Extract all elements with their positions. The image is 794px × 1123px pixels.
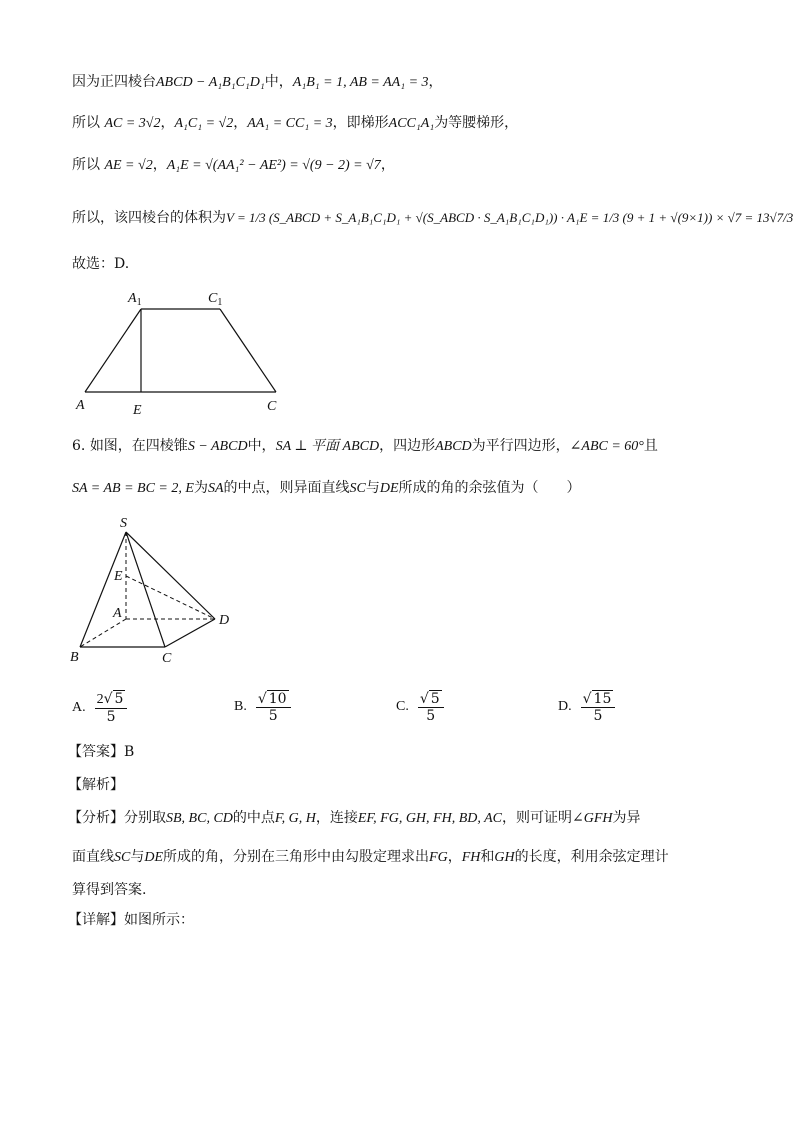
fenxi-line-3: 算得到答案. — [72, 882, 147, 898]
option-b[interactable] — [234, 690, 292, 724]
answer-tag: 【答案】 — [68, 744, 124, 760]
formula-quad: ABCD — [435, 439, 472, 454]
formula-de: DE — [379, 481, 399, 496]
edge-a-a1 — [85, 309, 141, 392]
answer-line — [68, 742, 134, 762]
option-label: A. — [72, 699, 86, 715]
text: 所以 — [72, 115, 100, 131]
text: ，则可证明 — [502, 810, 573, 826]
formula-ac: AC = 3√2 — [104, 116, 161, 131]
formula: SC — [114, 850, 131, 865]
edge-c1-c — [220, 309, 276, 392]
fenxi-line-2 — [72, 847, 669, 868]
edge-s-d — [126, 532, 215, 619]
option-d[interactable] — [558, 690, 616, 724]
text: ，连接 — [315, 810, 358, 826]
solution-line-5: 故选：D. — [72, 256, 130, 272]
text: ， — [428, 74, 443, 90]
solution-line-1 — [72, 72, 443, 93]
formula-pyramid: S − ABCD — [187, 439, 248, 454]
coef: 2 — [96, 692, 104, 707]
solution-line-4 — [72, 208, 793, 228]
formula: F, G, H — [274, 811, 316, 826]
question-6-line-2 — [72, 478, 581, 499]
formula-cond: SA = AB = BC = 2, E — [72, 481, 194, 496]
label-s: S — [120, 516, 127, 531]
text: 为异 — [612, 810, 641, 826]
formula-ae: AE = √2 — [104, 158, 153, 173]
solution-line-2: 所以 AC = 3√2，A₁C₁ = √2，AA₁ = CC₁ = 3，即梯形ACC₁A₁为等腰梯形， — [72, 115, 519, 131]
formula-angle: ∠ABC = 60° — [569, 439, 644, 454]
formula-trapezoid: ACC₁A₁ — [388, 116, 435, 131]
question-number: 6. — [72, 438, 86, 454]
answer-value: B — [124, 744, 135, 760]
radicand: 10 — [268, 691, 287, 707]
text: 所成的角的余弦值为（ ） — [398, 480, 581, 496]
text: 分别取 — [124, 810, 166, 826]
radicand: 5 — [114, 691, 124, 707]
text: 为平行四边形， — [471, 438, 570, 454]
label-a1: $A_1$ — [128, 291, 142, 308]
label-a: A — [76, 398, 85, 413]
text: 为等腰梯形， — [434, 115, 519, 131]
text: 与 — [130, 849, 145, 865]
label-c: C — [267, 399, 277, 414]
text: 因为正四棱台 — [72, 74, 156, 90]
formula-volume: V = 1/3 (S_ABCD + S_A₁B₁C₁D₁ + √(S_ABCD · S_A₁B₁C₁D₁)) · A₁E = 1/3 (9 + 1 + √(9×1)) × √7 = 13√7/3 — [226, 210, 794, 225]
radicand: 5 — [430, 691, 440, 707]
label-c: C — [162, 651, 172, 666]
formula-solid: ABCD − A₁B₁C₁D₁ — [156, 75, 265, 90]
label-c1: $C_1$ — [208, 291, 223, 308]
text: ，四边形 — [379, 438, 436, 454]
option-fraction: $\frac{√ 5}{5}$ — [418, 690, 444, 724]
edge-s-b — [80, 532, 126, 647]
text: 且 — [643, 438, 658, 454]
formula-aa1: AA₁ = CC₁ = 3 — [247, 116, 333, 131]
analysis-line — [68, 775, 124, 795]
label-e: E — [133, 403, 142, 418]
formula-a1c1: A₁C₁ = √2 — [174, 116, 234, 131]
label-b: B — [70, 650, 79, 665]
question-6-line-1 — [72, 436, 658, 457]
formula-a1e: A₁E = √(AA₁² − AE²) = √(9 − 2) = √7 — [166, 158, 381, 173]
edge-s-c — [126, 532, 165, 647]
solution-line-3: 所以 AE = √2，A₁E = √(AA₁² − AE²) = √(9 − 2) = √7， — [72, 157, 395, 173]
label-a: A — [113, 606, 122, 621]
text: ， — [447, 849, 462, 865]
text: 为 — [193, 480, 208, 496]
denominator: 5 — [106, 709, 116, 725]
text: 如图，在四棱锥 — [89, 438, 188, 454]
detail-line — [68, 910, 194, 930]
detail-tag: 【详解】 — [68, 912, 124, 928]
text: 面直线 — [72, 849, 114, 865]
analysis-tag: 【解析】 — [68, 777, 124, 793]
formula: GH — [494, 850, 515, 865]
text: 所以 — [72, 157, 100, 173]
segment-e-d — [126, 576, 215, 619]
option-label: B. — [234, 699, 247, 714]
denominator: 5 — [426, 708, 436, 724]
radicand: 15 — [593, 691, 612, 707]
text: 和 — [480, 849, 495, 865]
formula: SB, BC, CD — [166, 811, 233, 826]
formula-perp: SA ⊥ 平面 ABCD — [275, 439, 380, 454]
formula: ∠GFH — [572, 811, 613, 826]
edge-c-d — [165, 619, 215, 647]
formula-given: A₁B₁ = 1, AB = AA₁ = 3 — [292, 75, 429, 90]
formula: FH — [461, 850, 481, 865]
text: ，即梯形 — [332, 115, 389, 131]
option-label: C. — [396, 699, 409, 714]
text: 所以，该四棱台的体积为 — [72, 210, 226, 226]
fenxi-line-1 — [68, 808, 641, 829]
option-a[interactable] — [72, 690, 128, 725]
text: 中， — [247, 438, 276, 454]
formula-sc: SC — [349, 481, 366, 496]
option-fraction: $\frac{√ 15}{5}$ — [581, 690, 616, 724]
label-d: D — [219, 613, 230, 628]
fenxi-tag: 【分析】 — [68, 810, 124, 826]
trapezoid-figure — [70, 282, 300, 422]
option-fraction: $\frac{√ 10}{5}$ — [256, 690, 291, 724]
detail-text: 如图所示： — [124, 912, 194, 928]
text: 的中点 — [232, 810, 275, 826]
text: 的中点，则异面直线 — [223, 480, 350, 496]
edge-a-b — [80, 619, 126, 647]
option-c[interactable] — [396, 690, 445, 724]
formula: EF, FG, GH, FH, BD, AC — [357, 811, 503, 826]
formula: DE — [144, 850, 164, 865]
text: 中， — [264, 74, 293, 90]
text: 与 — [365, 480, 380, 496]
text: 所成的角，分别在三角形中由勾股定理求出 — [163, 849, 430, 865]
formula-sa: SA — [207, 481, 224, 496]
pyramid-figure — [68, 510, 248, 670]
option-label: D. — [558, 699, 572, 714]
denominator: 5 — [593, 708, 603, 724]
option-fraction: $\frac{2√ 5}{5}$ — [95, 690, 128, 725]
formula: FG — [429, 850, 448, 865]
text: 的长度，利用余弦定理计 — [514, 849, 669, 865]
denominator: 5 — [268, 708, 278, 724]
label-e: E — [114, 569, 123, 584]
